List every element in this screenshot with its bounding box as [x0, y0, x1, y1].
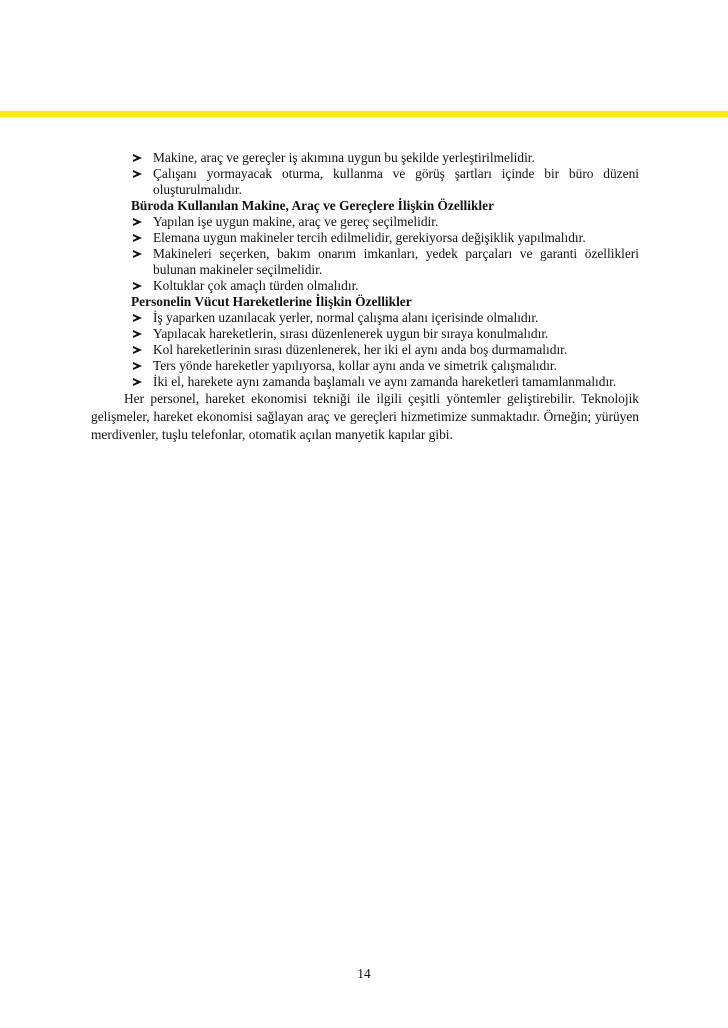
arrowhead-bullet-icon: [133, 378, 142, 386]
list-item: [131, 358, 639, 374]
list-item: [131, 214, 639, 230]
list-item-text: İş yaparken uzanılacak yerler, normal çalışma alanı içerisinde olmalıdır.: [153, 310, 539, 325]
list-item: [131, 246, 639, 278]
list-item: [131, 374, 639, 390]
list-item: [131, 150, 639, 166]
list-item: [131, 310, 639, 326]
list-item-text: Yapılan işe uygun makine, araç ve gereç seçilmelidir.: [153, 214, 439, 229]
list-item-text: Elemana uygun makineler tercih edilmelidir, gerekiyorsa değişiklik yapılmalıdır.: [153, 230, 586, 245]
arrowhead-bullet-icon: [133, 330, 142, 338]
arrowhead-bullet-icon: [133, 282, 142, 290]
movements-bullet-list: [91, 310, 639, 390]
list-item: [131, 166, 639, 198]
intro-bullet-list: [91, 150, 639, 198]
machines-section-heading: Büroda Kullanılan Makine, Araç ve Gereçlere İlişkin Özellikler: [131, 198, 495, 213]
arrowhead-bullet-icon: [133, 314, 142, 322]
arrowhead-bullet-icon: [133, 346, 142, 354]
arrowhead-bullet-icon: [133, 218, 142, 226]
arrowhead-bullet-icon: [133, 170, 142, 178]
list-item-text: Makineleri seçerken, bakım onarım imkanları, yedek parçaları ve garanti özellikleri bulunan makineler seçilmelidir.: [153, 246, 639, 277]
list-item-text: İki el, harekete aynı zamanda başlamalı ve aynı zamanda hareketleri tamamlanmalıdır.: [153, 374, 617, 389]
arrowhead-bullet-icon: [133, 234, 142, 242]
list-item-text: Makine, araç ve gereçler iş akımına uygun bu şekilde yerleştirilmelidir.: [153, 150, 535, 165]
machines-bullet-list: [91, 214, 639, 294]
list-item: [131, 342, 639, 358]
body-paragraph: Her personel, hareket ekonomisi tekniği ile ilgili çeşitli yöntemler geliştirebilir. Teknolojik gelişmeler, hareket ekonomisi sağlayan araç ve gereçleri hizmetimize sunmaktadır. Örneğin; yürüyen merdivenler, tuşlu telefonlar, otomatik açılan manyetik kapılar gibi.: [91, 391, 639, 442]
movements-section-heading: Personelin Vücut Hareketlerine İlişkin Özellikler: [131, 294, 412, 309]
arrowhead-bullet-icon: [133, 154, 142, 162]
arrowhead-bullet-icon: [133, 362, 142, 370]
list-item: [131, 278, 639, 294]
list-item-text: Çalışanı yormayacak oturma, kullanma ve görüş şartları içinde bir büro düzeni oluşturulmalıdır.: [153, 166, 639, 197]
list-item-text: Kol hareketlerinin sırası düzenlenerek, her iki el aynı anda boş durmamalıdır.: [153, 342, 568, 357]
header-rule: [0, 111, 728, 117]
list-item-text: Ters yönde hareketler yapılıyorsa, kollar aynı anda ve simetrik çalışmalıdır.: [153, 358, 557, 373]
list-item: [131, 326, 639, 342]
arrowhead-bullet-icon: [133, 250, 142, 258]
list-item-text: Yapılacak hareketlerin, sırası düzenlenerek uygun bir sıraya konulmalıdır.: [153, 326, 549, 341]
page-number: 14: [357, 966, 371, 981]
list-item-text: Koltuklar çok amaçlı türden olmalıdır.: [153, 278, 359, 293]
list-item: [131, 230, 639, 246]
page-content: [91, 150, 639, 444]
